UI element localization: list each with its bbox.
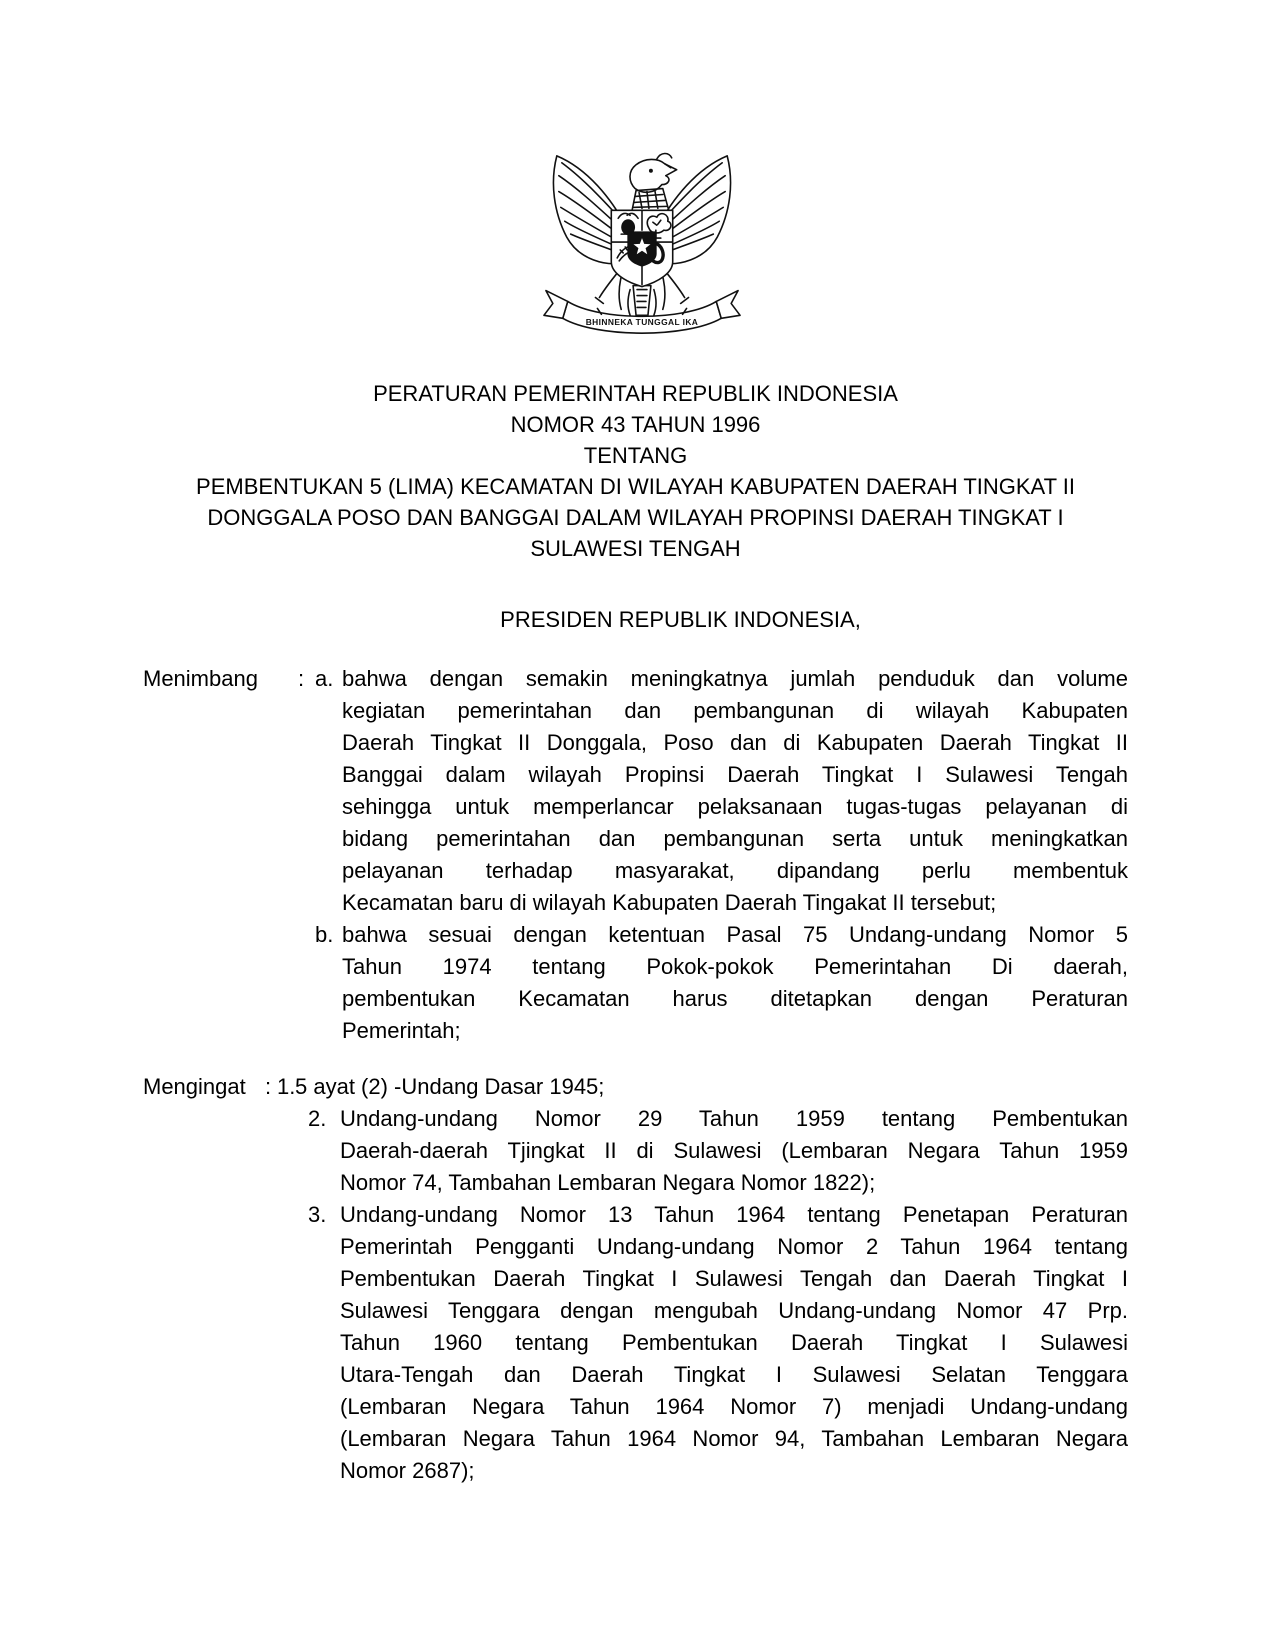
document-title (143, 378, 1128, 564)
item-marker: 3. (308, 1202, 327, 1227)
text-line: Nomor 74, Tambahan Lembaran Negara Nomor 1822); (340, 1170, 876, 1195)
item-marker: 2. (308, 1106, 327, 1131)
text-line: Banggai dalam wilayah Propinsi Daerah Tingkat I Sulawesi Tengah (342, 762, 1128, 787)
title-line-regulation: PERATURAN PEMERINTAH REPUBLIK INDONESIA (373, 381, 898, 406)
clause-item (315, 663, 1128, 919)
section-mengingat (143, 1071, 1128, 1487)
emblem-motto: BHINNEKA TUNGGAL IKA (585, 317, 699, 328)
document-content (143, 0, 1128, 1487)
item-body (342, 663, 1128, 919)
item-body (342, 919, 1128, 1047)
clause-item (308, 1103, 1128, 1199)
title-line-subject-3: SULAWESI TENGAH (530, 536, 741, 561)
text-line: Kecamatan baru di wilayah Kabupaten Daerah Tingakat II tersebut; (342, 890, 997, 915)
text-line: Utara-Tengah dan Daerah Tingkat I Sulawesi Selatan Tenggara (340, 1362, 1128, 1387)
text-line: Tahun 1960 tentang Pembentukan Daerah Tingkat I Sulawesi (340, 1330, 1128, 1355)
text-line: Tahun 1974 tentang Pokok-pokok Pemerintahan Di daerah, (342, 954, 1128, 979)
text-line: sehingga untuk memperlancar pelaksanaan tugas-tugas pelayanan di (342, 794, 1128, 819)
text-line: 5 ayat (2) -Undang Dasar 1945; (295, 1074, 605, 1099)
text-line: pembentukan Kecamatan harus ditetapkan dengan Peraturan (342, 986, 1128, 1011)
text-line: Daerah-daerah Tjingkat II di Sulawesi (Lembaran Negara Tahun 1959 (340, 1138, 1128, 1163)
text-line: bahwa dengan semakin meningkatnya jumlah penduduk dan volume (342, 666, 1128, 691)
text-line: (Lembaran Negara Tahun 1964 Nomor 7) menjadi Undang-undang (340, 1394, 1128, 1419)
clause-item (315, 919, 1128, 1047)
text-line: Sulawesi Tenggara dengan mengubah Undang-undang Nomor 47 Prp. (340, 1298, 1128, 1323)
text-line: Nomor 2687); (340, 1458, 475, 1483)
text-line: Daerah Tingkat II Donggala, Poso dan di Kabupaten Daerah Tingkat II (342, 730, 1128, 755)
item-marker: a. (315, 666, 334, 691)
text-line: bahwa sesuai dengan ketentuan Pasal 75 Undang-undang Nomor 5 (342, 922, 1128, 947)
text-line: Pemerintah; (342, 1018, 461, 1043)
clause-colon: : (265, 1074, 272, 1099)
item-body (295, 1071, 1128, 1103)
item-body (340, 1199, 1128, 1487)
text-line: Undang-undang Nomor 13 Tahun 1964 tentang Penetapan Peraturan (340, 1202, 1128, 1227)
title-line-number: NOMOR 43 TAHUN 1996 (510, 412, 761, 437)
item-marker: 1. (277, 1074, 296, 1099)
title-line-subject-2: DONGGALA POSO DAN BANGGAI DALAM WILAYAH PROPINSI DAERAH TINGKAT I (207, 505, 1064, 530)
title-line-subject-1: PEMBENTUKAN 5 (LIMA) KECAMATAN DI WILAYAH KABUPATEN DAERAH TINGKAT II (196, 474, 1075, 499)
clause-items (315, 663, 1128, 1047)
clause-items (277, 1071, 1128, 1487)
text-line: kegiatan pemerintahan dan pembangunan di wilayah Kabupaten (342, 698, 1128, 723)
clause-label: Menimbang (143, 666, 258, 691)
title-line-tentang: TENTANG (583, 443, 688, 468)
text-line: bidang pemerintahan dan pembangunan serta untuk meningkatkan (342, 826, 1128, 851)
clause-item (277, 1071, 1128, 1103)
text-line: Pemerintah Pengganti Undang-undang Nomor 2 Tahun 1964 tentang (340, 1234, 1128, 1259)
text-line: Undang-undang Nomor 29 Tahun 1959 tentang Pembentukan (340, 1106, 1128, 1131)
clause-colon: : (298, 666, 305, 691)
text-line: pelayanan terhadap masyarakat, dipandang perlu membentuk (342, 858, 1128, 883)
text-line: (Lembaran Negara Tahun 1964 Nomor 94, Tambahan Lembaran Negara (340, 1426, 1128, 1451)
text-line: Pembentukan Daerah Tingkat I Sulawesi Tengah dan Daerah Tingkat I (340, 1266, 1128, 1291)
section-menimbang (143, 663, 1128, 1047)
clause-item (308, 1199, 1128, 1487)
item-marker: b. (315, 922, 334, 947)
clause-label: Mengingat (143, 1074, 246, 1099)
item-body (340, 1103, 1128, 1199)
salutation-line: PRESIDEN REPUBLIK INDONESIA, (500, 607, 861, 632)
